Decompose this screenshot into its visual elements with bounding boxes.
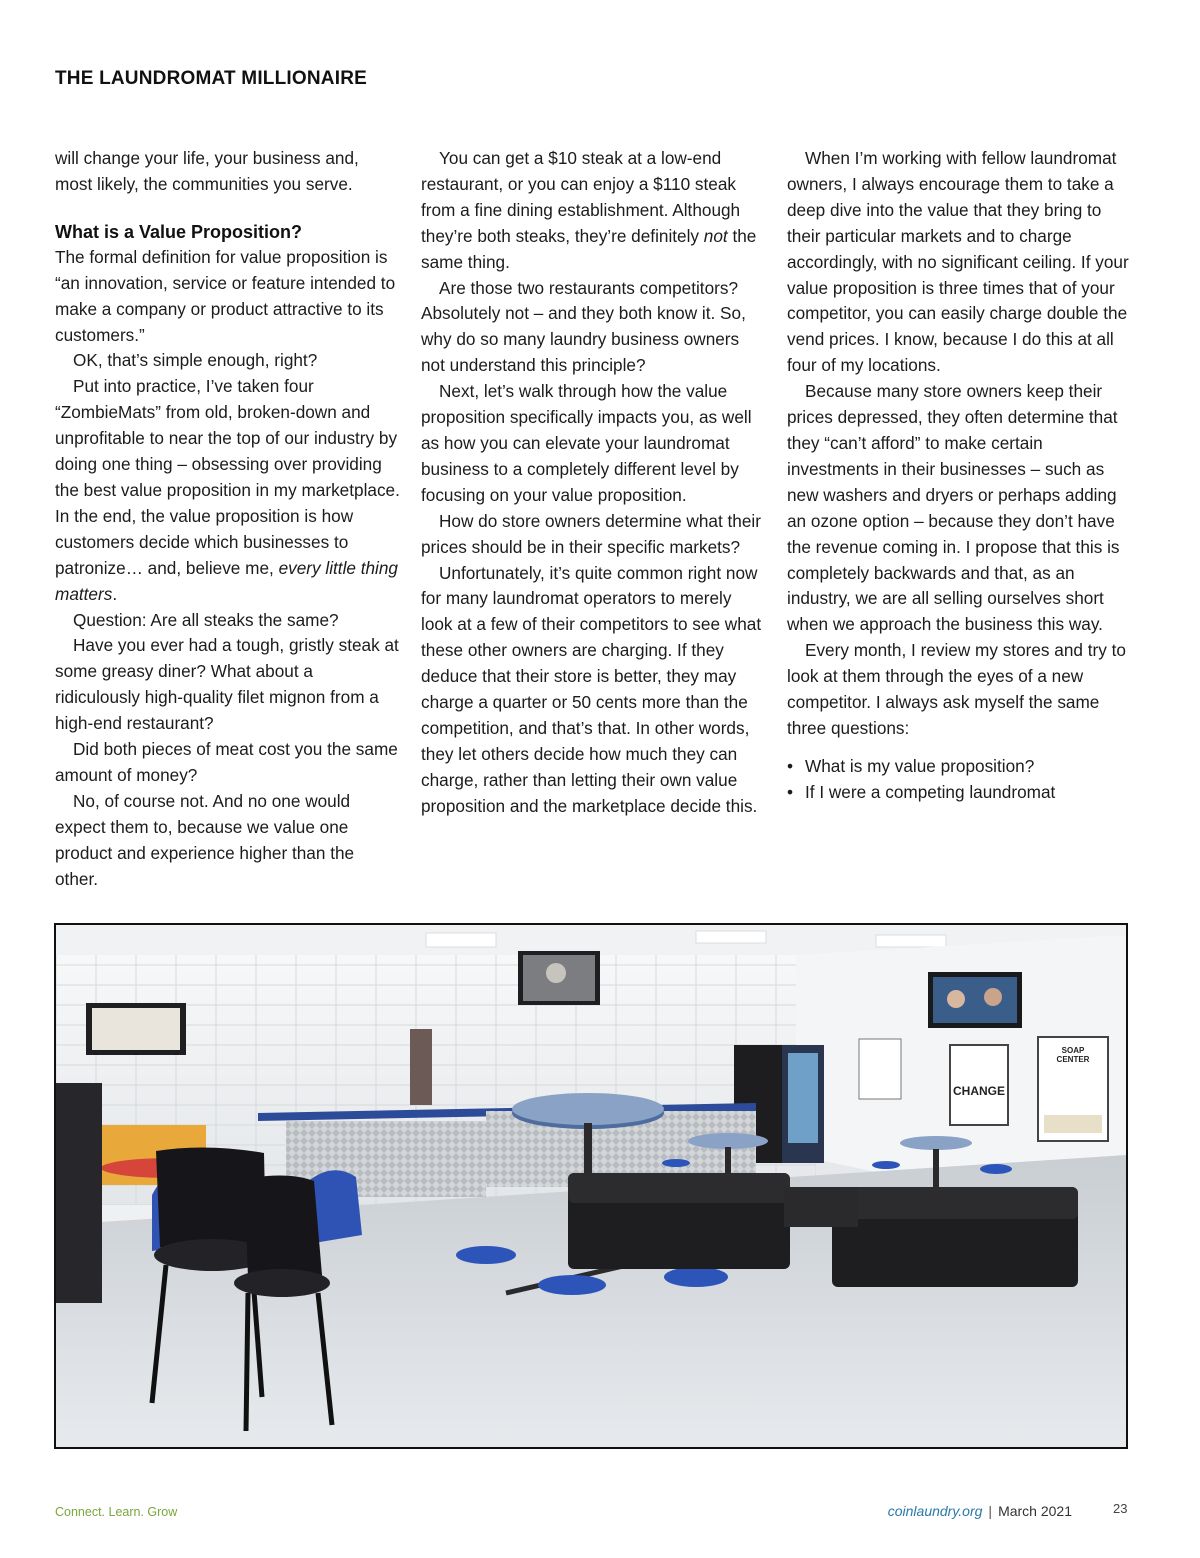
footer-issue-line: [888, 1503, 1072, 1519]
svg-text:SOAP: SOAP: [1061, 1046, 1085, 1055]
article-column-3: [787, 146, 1135, 806]
running-title: THE LAUNDROMAT MILLIONAIRE: [55, 68, 367, 89]
change-sign: [950, 1045, 1008, 1125]
question-list: [787, 754, 1135, 806]
paragraph: will change your life, your business and, most likely, the communities you serve.: [55, 148, 359, 194]
coffee-table: [784, 1187, 858, 1227]
article-column-1: [55, 146, 400, 892]
soap-center-sign: [1038, 1037, 1108, 1141]
svg-text:CENTER: CENTER: [1056, 1055, 1090, 1064]
svg-text:CHANGE: CHANGE: [952, 1084, 1006, 1098]
arcade-cabinet: [56, 1083, 102, 1303]
issue-date: March 2021: [998, 1503, 1072, 1519]
laundromat-lounge-photo: [54, 923, 1128, 1449]
separator: |: [988, 1503, 993, 1519]
article-column-2: [421, 146, 766, 820]
section-heading: What is a Value Proposition?: [55, 221, 303, 242]
emphasis: every little thing matters: [55, 557, 398, 604]
paragraph: How do store owners determine what their prices should be in their specific markets?: [421, 510, 761, 557]
paragraph: Put into practice, I’ve taken four “ZombieMats” from old, broken-down and unprofitable to near the top of our industry by doing one thing – obsessing over providing the best value proposition in my marketplace. In the end, the value proposition is how customers decide which businesses to patronize… and, believe me, every little thing matters.: [55, 376, 400, 604]
paragraph: Did both pieces of meat cost you the same amount of money?: [55, 739, 398, 785]
sofa-icon: [568, 1173, 790, 1269]
bullet-icon: •: [787, 781, 794, 802]
tv-icon: [86, 1003, 186, 1055]
paragraph: Unfortunately, it’s quite common right now for many laundromat operators to merely look at a few of their competitors to see what these other owners are charging. If they deduce that their store is better, they may charge a quarter or 50 cents more than the competition, and that’s that. In other words, they let others decide how much they can charge, rather than letting their own value proposition and the marketplace decide this.: [421, 562, 762, 816]
tv-icon: [518, 951, 600, 1005]
footer-tagline: Connect. Learn. Grow: [55, 1505, 178, 1519]
paragraph: Next, let’s walk through how the value proposition specifically impacts you, as well as how you can elevate your laundromat business to a completely different level by focusing on your value proposition.: [421, 381, 752, 505]
paragraph: Because many store owners keep their prices depressed, they often determine that they “can’t afford” to make certain investments in their businesses – such as new washers and dryers or perhaps adding an ozone option – because they don’t have the revenue coming in. I propose that this is completely backwards and that, as an industry, we are all selling ourselves short when we approach the business this way.: [787, 381, 1120, 635]
magazine-rack: [410, 1029, 432, 1105]
paragraph: OK, that’s simple enough, right?: [73, 350, 318, 371]
paragraph: The formal definition for value proposition is “an innovation, service or feature intended to make a company or product attractive to its customers.”: [55, 246, 396, 345]
bullet-icon: •: [787, 755, 794, 776]
paragraph: Every month, I review my stores and try to look at them through the eyes of a new competitor. I always ask myself the same three questions:: [787, 640, 1126, 738]
paragraph: You can get a $10 steak at a low-end restaurant, or you can enjoy a $110 steak from a fine dining establishment. Although they’re both steaks, they’re definitely not the same thing.: [421, 148, 757, 272]
paragraph: No, of course not. And no one would expect them to, because we value one product and experience higher than the other.: [55, 790, 355, 889]
list-item: • If I were a competing laundromat: [787, 780, 1135, 806]
lounge-illustration: [56, 925, 1126, 1447]
paragraph: Are those two restaurants competitors? Absolutely not – and they both know it. So, why do so many laundry business owners not understand this principle?: [421, 277, 746, 376]
site-link[interactable]: coinlaundry.org: [887, 1503, 983, 1519]
paragraph: When I’m working with fellow laundromat owners, I always encourage them to take a deep dive into the value that they bring to their particular markets and to charge accordingly, with no significant ceiling. If your value proposition is three times that of your competitor, you can easily charge double the vend prices. I know, because I do this at all four of my locations.: [787, 148, 1129, 376]
tv-icon: [928, 972, 1022, 1028]
page-number: 23: [1113, 1501, 1128, 1516]
paragraph: Have you ever had a tough, gristly steak at some greasy diner? What about a ridiculously high-quality filet mignon from a high-end restaurant?: [55, 635, 399, 734]
paragraph: Question: Are all steaks the same?: [73, 609, 339, 630]
list-item: • What is my value proposition?: [787, 754, 1135, 780]
sofa-icon: [832, 1187, 1078, 1287]
emphasis: not: [703, 225, 728, 246]
